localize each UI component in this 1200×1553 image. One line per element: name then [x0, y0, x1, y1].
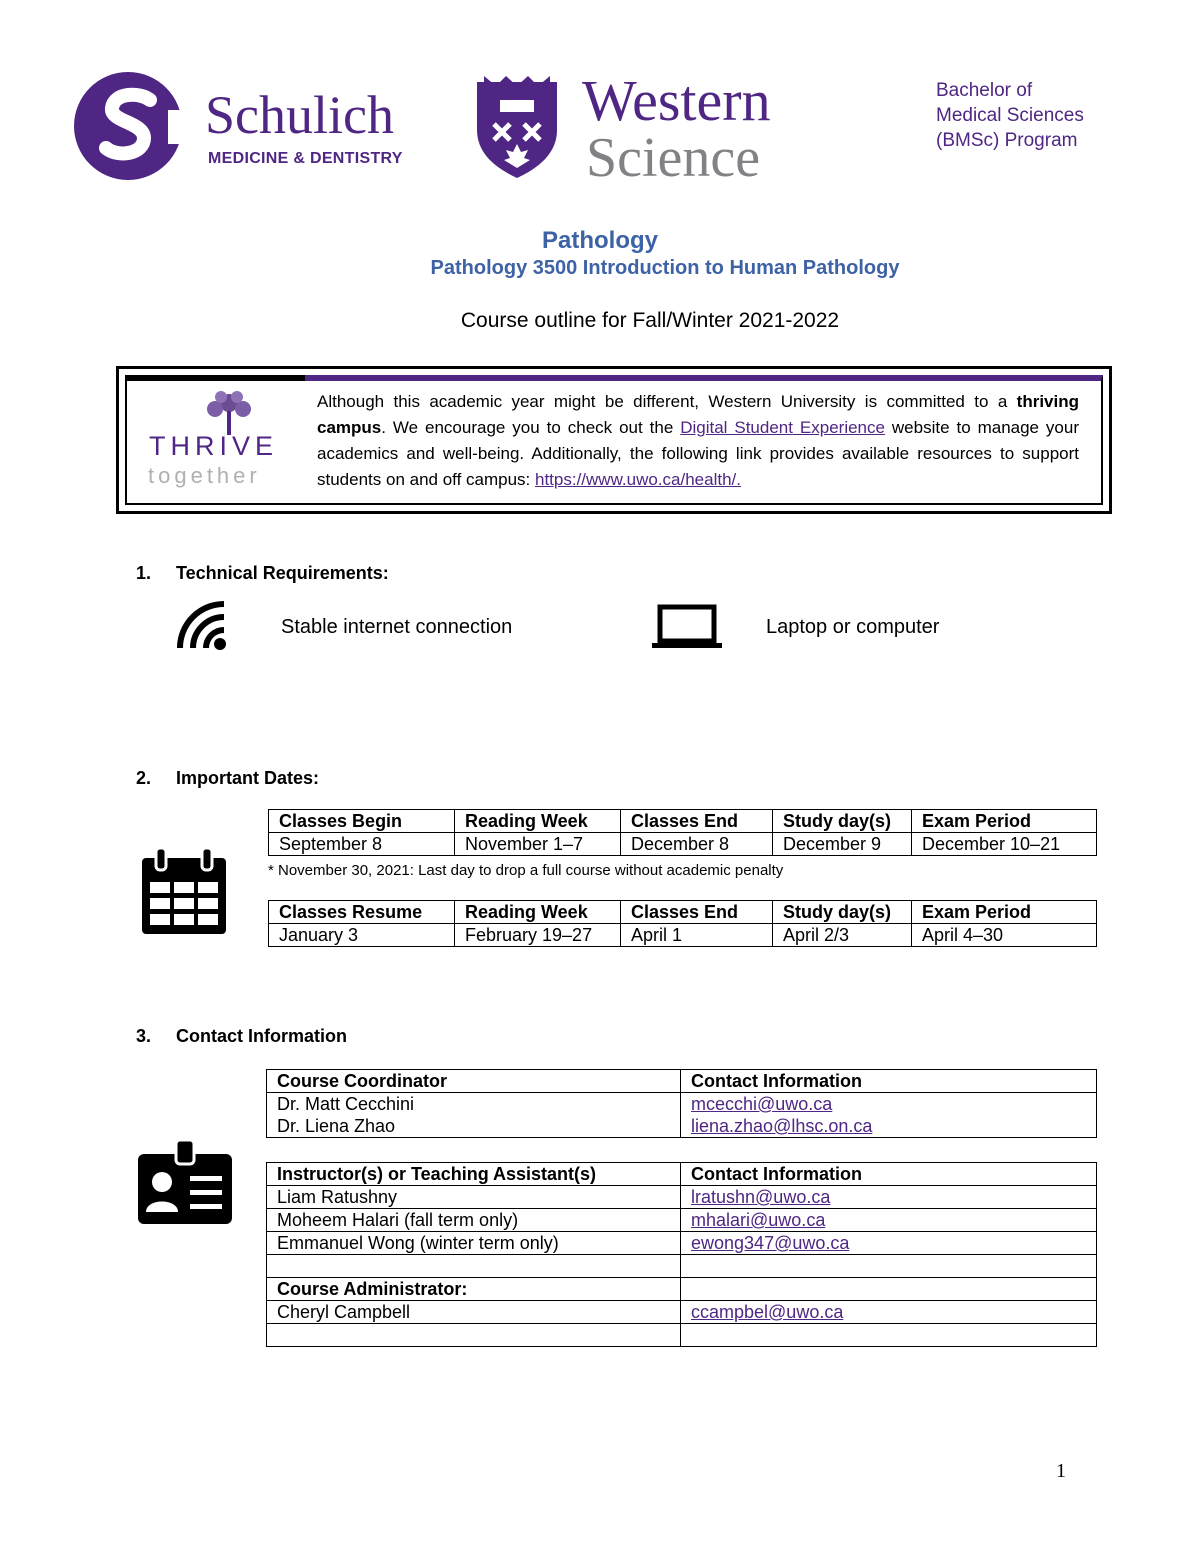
table-cell [681, 1186, 1097, 1209]
schulich-subtitle: MEDICINE & DENTISTRY [208, 150, 403, 167]
table-cell [681, 1115, 1097, 1138]
email-link[interactable]: mhalari@uwo.ca [691, 1210, 826, 1230]
table-cell: December 9 [773, 833, 912, 856]
table-cell [681, 1232, 1097, 1255]
table-cell: November 1–7 [455, 833, 621, 856]
section-number: 1. [136, 563, 152, 583]
instructor-contact-table [266, 1162, 1097, 1347]
table-row [267, 1301, 1097, 1324]
section-title: Technical Requirements: [176, 563, 389, 583]
section-important-dates-heading [136, 768, 319, 789]
bmsc-line: Bachelor of [936, 80, 1033, 101]
table-cell [681, 1255, 1097, 1278]
table-header-row [269, 810, 1097, 833]
email-link[interactable]: ccampbel@uwo.ca [691, 1302, 844, 1322]
table-header-cell: Classes End [621, 810, 773, 833]
bmsc-line: Medical Sciences [936, 105, 1084, 126]
table-header-cell: Course Administrator: [267, 1278, 681, 1301]
thrive-tree-icon [197, 389, 261, 437]
email-link[interactable]: lratushn@uwo.ca [691, 1187, 831, 1207]
thrive-logo-tagline: together [148, 463, 261, 488]
course-title: Pathology 3500 Introduction to Human Pathology [430, 257, 900, 279]
section-number: 2. [136, 768, 152, 788]
table-cell: September 8 [269, 833, 455, 856]
table-cell [681, 1324, 1097, 1347]
email-link[interactable]: ewong347@uwo.ca [691, 1233, 850, 1253]
table-cell: Moheem Halari (fall term only) [267, 1209, 681, 1232]
section-contact-information-heading [136, 1026, 347, 1047]
table-cell [267, 1255, 681, 1278]
page-number: 1 [1056, 1460, 1066, 1482]
table-row [267, 1093, 1097, 1116]
table-row [267, 1232, 1097, 1255]
id-badge-icon [136, 1140, 234, 1226]
table-cell: April 2/3 [773, 924, 912, 947]
table-cell: Dr. Matt Cecchini [267, 1093, 681, 1116]
schulich-s-icon [72, 70, 184, 182]
table-cell: April 4–30 [912, 924, 1097, 947]
western-name: Western [582, 68, 771, 133]
table-cell [681, 1209, 1097, 1232]
table-row [269, 833, 1097, 856]
table-header-row [267, 1163, 1097, 1186]
table-header-cell: Contact Information [681, 1070, 1097, 1093]
requirement-laptop: Laptop or computer [766, 616, 940, 638]
table-cell: Dr. Liena Zhao [267, 1115, 681, 1138]
table-row [269, 924, 1097, 947]
table-header-cell: Classes Begin [269, 810, 455, 833]
coordinator-contact-table [266, 1069, 1097, 1138]
table-cell: Liam Ratushny [267, 1186, 681, 1209]
table-cell: January 3 [269, 924, 455, 947]
laptop-icon [650, 604, 724, 650]
calendar-icon [140, 848, 228, 936]
thrive-bold-text: thriving campus [317, 392, 1079, 437]
table-header-cell: Study day(s) [773, 901, 912, 924]
table-cell: April 1 [621, 924, 773, 947]
table-cell [681, 1093, 1097, 1116]
winter-dates-table [268, 900, 1097, 947]
table-cell: December 10–21 [912, 833, 1097, 856]
table-header-cell: Classes End [621, 901, 773, 924]
thrive-logo-word: THRIVE [149, 431, 279, 461]
table-header-cell: Reading Week [455, 810, 621, 833]
table-row [267, 1186, 1097, 1209]
science-name: Science [586, 127, 761, 189]
table-row [267, 1255, 1097, 1278]
bmsc-line: (BMSc) Program [936, 130, 1078, 151]
table-cell: December 8 [621, 833, 773, 856]
table-header-cell: Reading Week [455, 901, 621, 924]
bmsc-program-label [936, 78, 1084, 153]
page-title: Pathology [541, 227, 658, 254]
table-header-cell: Exam Period [912, 810, 1097, 833]
table-header-cell: Study day(s) [773, 810, 912, 833]
table-header-row [269, 901, 1097, 924]
table-row [267, 1115, 1097, 1138]
thrive-text-part: website to manage your academics and well-being. Additionally, the following link provides available resources to support students on and off campus: [317, 418, 1080, 489]
table-header-cell: Instructor(s) or Teaching Assistant(s) [267, 1163, 681, 1186]
thrive-text-part: . We encourage you to check out the [381, 418, 681, 437]
thrive-message [317, 389, 1079, 493]
thrive-text-part: Although this academic year might be different, Western University is committed to a [317, 392, 1017, 411]
table-cell [681, 1301, 1097, 1324]
email-link[interactable]: mcecchi@uwo.ca [691, 1094, 833, 1114]
table-cell [267, 1324, 681, 1347]
table-header-row [267, 1070, 1097, 1093]
table-cell: February 19–27 [455, 924, 621, 947]
table-header-cell: Course Coordinator [267, 1070, 681, 1093]
table-row [267, 1324, 1097, 1347]
table-cell [681, 1278, 1097, 1301]
table-cell: Cheryl Campbell [267, 1301, 681, 1324]
thrive-notice-box [116, 366, 1112, 514]
section-title: Important Dates: [176, 768, 320, 788]
course-outline-line: Course outline for Fall/Winter 2021-2022 [460, 309, 840, 332]
table-header-cell: Exam Period [912, 901, 1097, 924]
uwo-health-link[interactable]: https://www.uwo.ca/health/. [535, 470, 741, 489]
table-header-cell: Contact Information [681, 1163, 1097, 1186]
email-link[interactable]: liena.zhao@lhsc.on.ca [691, 1116, 873, 1136]
section-technical-requirements-heading [136, 563, 389, 584]
wifi-icon [176, 600, 232, 652]
requirement-internet: Stable internet connection [281, 616, 513, 638]
table-row [267, 1209, 1097, 1232]
table-row [267, 1278, 1097, 1301]
section-title: Contact Information [176, 1026, 347, 1046]
table-header-cell: Classes Resume [269, 901, 455, 924]
western-crest-icon [472, 72, 562, 180]
digital-student-experience-link[interactable]: Digital Student Experience [680, 418, 885, 437]
table-cell: Emmanuel Wong (winter term only) [267, 1232, 681, 1255]
fall-dates-table [268, 809, 1097, 856]
schulich-name: Schulich [205, 85, 394, 145]
drop-deadline-note: * November 30, 2021: Last day to drop a full course without academic penalty [268, 862, 784, 879]
thrive-frame-accent [125, 375, 305, 381]
section-number: 3. [136, 1026, 152, 1046]
